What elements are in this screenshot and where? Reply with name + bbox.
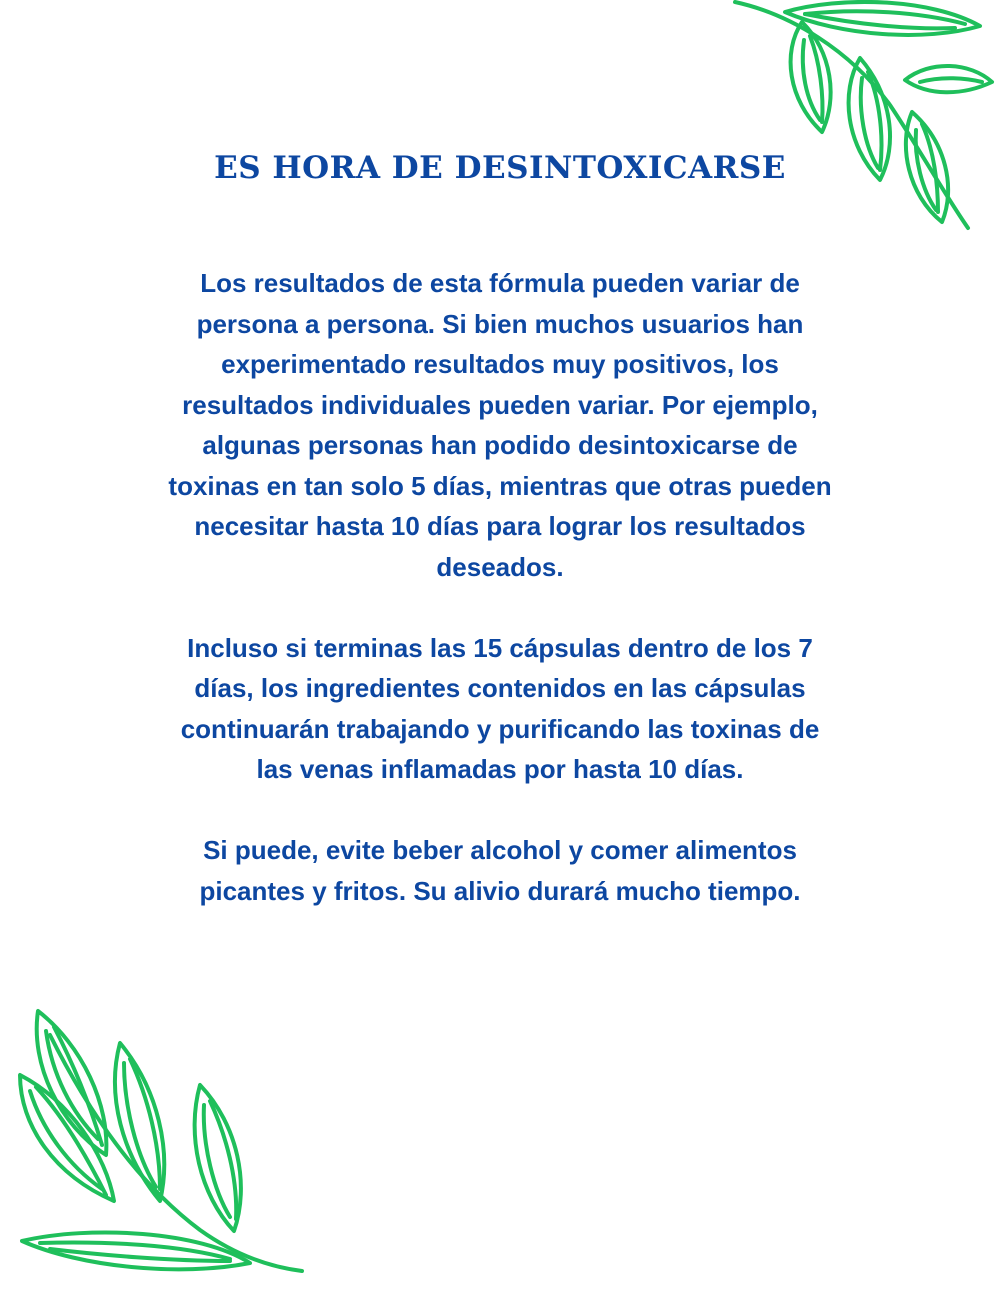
paragraph-results-vary: Los resultados de esta fórmula pueden variar de persona a persona. Si bien muchos usuarios han experimentado resultados muy positivos, los resultados individuales pueden variar. Por ejemplo, algunas personas han podido desintoxicarse de toxinas en tan solo 5 días, mientras que otras pueden necesitar hasta 10 días para lograr los resultados deseados. [168, 268, 832, 582]
paragraph-advice: Si puede, evite beber alcohol y comer alimentos picantes y fritos. Su alivio durará mucho tiempo. [199, 835, 801, 906]
leaf-branch-icon [10, 1005, 310, 1290]
paragraph-capsules: Incluso si terminas las 15 cápsulas dentro de los 7 días, los ingredientes contenidos en las cápsulas continuarán trabajando y purificando las toxinas de las venas inflamadas por hasta 10 días. [180, 632, 820, 784]
page-title: ES HORA DE DESINTOXICARSE [214, 150, 786, 186]
leaf-branch-icon [730, 0, 1000, 235]
body-text [160, 263, 840, 911]
